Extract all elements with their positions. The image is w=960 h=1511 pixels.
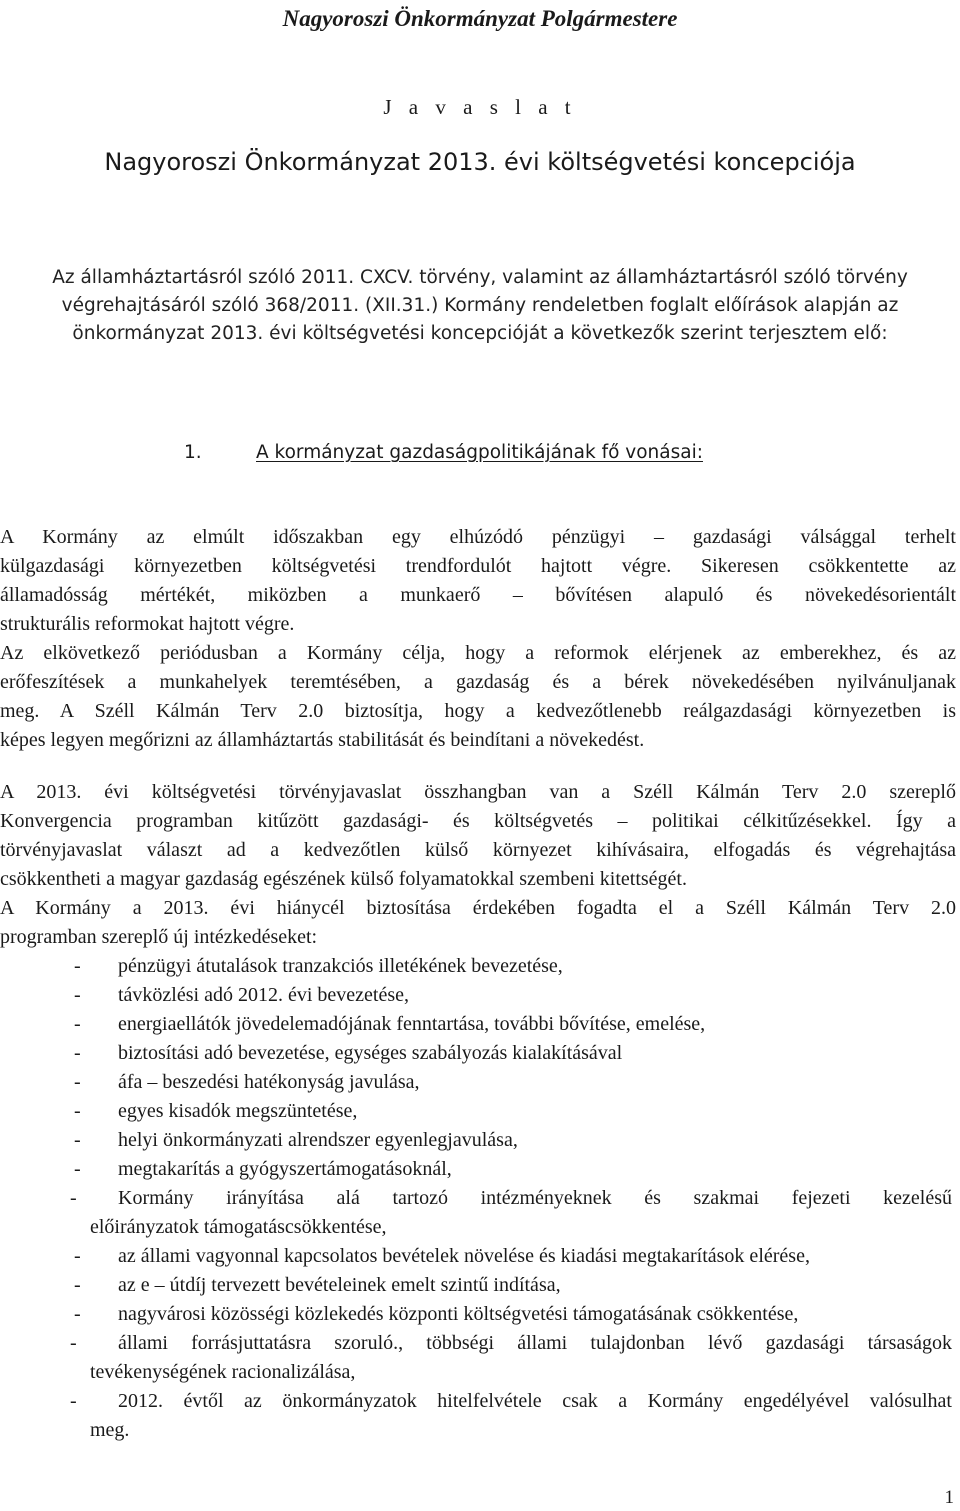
list-item <box>0 1300 956 1329</box>
paragraph-4 <box>0 894 956 952</box>
list-item <box>0 1068 956 1097</box>
list-bullet-dash: - <box>74 1129 81 1151</box>
paragraph-line: Az elkövetkező periódusban a Kormány célja, hogy a reformok elérjenek az emberekhez, és az <box>0 642 956 664</box>
list-bullet-dash: - <box>74 955 81 977</box>
list-item <box>0 1271 956 1300</box>
proposal-label: J a v a s l a t <box>383 95 577 119</box>
measures-list <box>0 952 956 1445</box>
list-bullet-dash: - <box>74 1042 81 1064</box>
list-item-text: egyes kisadók megszüntetése, <box>118 1100 358 1122</box>
list-item-text: az e – útdíj tervezett bevételeinek emelt szintű indítása, <box>118 1274 561 1296</box>
section-heading <box>184 440 703 466</box>
list-bullet-dash: - <box>70 1332 77 1354</box>
list-item-text: biztosítási adó bevezetése, egységes szabályozás kialakításával <box>118 1042 623 1064</box>
paragraph-2 <box>0 639 956 755</box>
list-item-continuation: meg. <box>90 1419 130 1441</box>
paragraph-gap <box>0 755 956 778</box>
list-bullet-dash: - <box>74 984 81 1006</box>
list-item <box>0 1155 956 1184</box>
list-bullet-dash: - <box>74 1158 81 1180</box>
paragraph-line: meg. A Széll Kálmán Terv 2.0 biztosítja, hogy a kedvezőtlenebb reálgazdasági környezetben is <box>0 700 956 722</box>
section-number: 1. <box>184 442 202 463</box>
section-heading-text: A kormányzat gazdaságpolitikájának fő vonásai: <box>256 442 703 463</box>
paragraph-1 <box>0 523 956 639</box>
intro-line: végrehajtásáról szóló 368/2011. (XII.31.) Kormány rendeletben foglalt előírások alapján az <box>61 295 899 316</box>
list-item-text: nagyvárosi közösségi közlekedés központi költségvetési támogatásának csökkentése, <box>118 1303 799 1325</box>
list-item <box>0 1010 956 1039</box>
paragraph-line <box>0 552 956 581</box>
list-item-text: áfa – beszedési hatékonyság javulása, <box>118 1071 420 1093</box>
document-title: Nagyoroszi Önkormányzat 2013. évi költségvetési koncepciója <box>104 148 856 176</box>
list-item <box>0 1039 956 1068</box>
paragraph-line: strukturális reformokat hajtott végre. <box>0 613 295 635</box>
list-item <box>0 1387 956 1416</box>
list-bullet-dash: - <box>74 1071 81 1093</box>
list-item-text: Kormány irányítása alá tartozó intézményeknek és szakmai fejezeti kezelésű <box>118 1187 952 1209</box>
intro-line: önkormányzat 2013. évi költségvetési koncepcióját a következők szerint terjesztem elő: <box>72 323 888 344</box>
section-body <box>0 523 956 1445</box>
list-item <box>0 952 956 981</box>
paragraph-line: programban szereplő új intézkedéseket: <box>0 926 318 948</box>
list-item-continuation: előirányzatok támogatáscsökkentése, <box>90 1216 387 1238</box>
list-bullet-dash: - <box>74 1245 81 1267</box>
list-item <box>0 1184 956 1213</box>
list-item <box>0 1242 956 1271</box>
paragraph-line: Konvergencia programban kitűzött gazdasági- és költségvetés – politikai célkitűzésekkel. Így a <box>0 810 956 832</box>
list-item-text: helyi önkormányzati alrendszer egyenlegjavulása, <box>118 1129 518 1151</box>
list-item <box>0 1329 956 1358</box>
list-item-text: pénzügyi átutalások tranzakciós illetékének bevezetése, <box>118 955 563 977</box>
list-item <box>0 981 956 1010</box>
issuer-title: Nagyoroszi Önkormányzat Polgármestere <box>282 6 678 31</box>
paragraph-line: A 2013. évi költségvetési törvényjavaslat összhangban van a Széll Kálmán Terv 2.0 szereplő <box>0 781 956 803</box>
paragraph-3 <box>0 778 956 894</box>
paragraph-line: csökkentheti a magyar gazdaság egészének külső folyamatokkal szembeni kitettségét. <box>0 868 687 890</box>
list-item <box>0 1126 956 1155</box>
list-bullet-dash: - <box>74 1100 81 1122</box>
list-item-text: 2012. évtől az önkormányzatok hitelfelvétele csak a Kormány engedélyével valósulhat <box>118 1390 952 1412</box>
list-bullet-dash: - <box>74 1274 81 1296</box>
list-item-text: megtakarítás a gyógyszertámogatásoknál, <box>118 1158 452 1180</box>
list-bullet-dash: - <box>70 1187 77 1209</box>
paragraph-line: A Kormány a 2013. évi hiánycél biztosítása érdekében fogadta el a Széll Kálmán Terv 2.0 <box>0 897 956 919</box>
paragraph-line: képes legyen megőrizni az államháztartás stabilitását és beindítani a növekedést. <box>0 729 645 751</box>
list-bullet-dash: - <box>74 1303 81 1325</box>
list-item <box>0 1097 956 1126</box>
paragraph-line: törvényjavaslat választ ad a kedvezőtlen külső környezet kihívásaira, elfogadás és végrehajtása <box>0 839 956 861</box>
list-bullet-dash: - <box>70 1390 77 1412</box>
list-item-text: energiaellátók jövedelemadójának fenntartása, további bővítése, emelése, <box>118 1013 706 1035</box>
list-item-text: távközlési adó 2012. évi bevezetése, <box>118 984 409 1006</box>
list-item-text: állami forrásjuttatásra szoruló., többségi állami tulajdonban lévő gazdasági társaságok <box>118 1332 952 1354</box>
list-bullet-dash: - <box>74 1013 81 1035</box>
paragraph-line: A Kormány az elmúlt időszakban egy elhúzódó pénzügyi – gazdasági válsággal terhelt <box>0 526 956 548</box>
page-number: 1 <box>944 1487 954 1508</box>
list-item-continuation: tevékenységének racionalizálása, <box>90 1361 356 1383</box>
list-item-text: az állami vagyonnal kapcsolatos bevételek növelése és kiadási megtakarítások elérése, <box>118 1245 810 1267</box>
intro-paragraph <box>0 264 960 348</box>
intro-line: Az államháztartásról szóló 2011. CXCV. törvény, valamint az államháztartásról szóló törvény <box>52 267 908 288</box>
paragraph-line: államadósság mértékét, miközben a munkaerő – bővítésen alapuló és növekedésorientált <box>0 584 956 606</box>
paragraph-line-text: külgazdasági környezetben költségvetési trendfordulót hajtott végre. Sikeresen csökkentette az <box>0 555 956 577</box>
paragraph-line: erőfeszítések a munkahelyek teremtésében, a gazdaság és a bérek növekedésében nyilvánuljanak <box>0 671 956 693</box>
